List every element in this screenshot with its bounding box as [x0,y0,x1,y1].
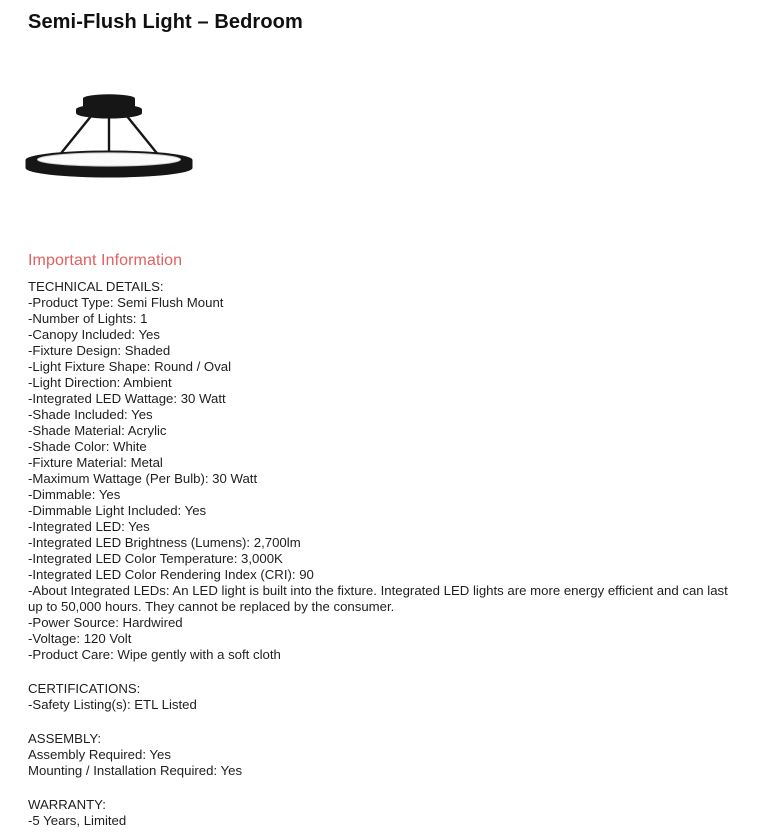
warranty-block [28,797,745,829]
important-information-content [28,279,745,829]
detail-line: -Dimmable Light Included: Yes [28,503,207,518]
certifications-block [28,681,745,713]
detail-line: Assembly Required: Yes [28,747,171,762]
detail-line: -Fixture Design: Shaded [28,343,171,358]
detail-line: -Number of Lights: 1 [28,311,148,326]
assembly-lines [28,747,745,779]
detail-line: -Product Type: Semi Flush Mount [28,295,224,310]
assembly-heading: ASSEMBLY: [28,731,102,746]
fixture-ring [26,151,193,178]
detail-line: -5 Years, Limited [28,813,127,828]
detail-line: -Canopy Included: Yes [28,327,160,342]
detail-line: -Integrated LED: Yes [28,519,150,534]
detail-line: -Shade Included: Yes [28,407,153,422]
detail-line: -Integrated LED Color Temperature: 3,000K [28,551,283,566]
page-title: Semi-Flush Light – Bedroom [28,11,303,33]
detail-line: -Integrated LED Brightness (Lumens): 2,700lm [28,535,301,550]
fixture-shade [38,153,181,166]
detail-line: -Product Care: Wipe gently with a soft cloth [28,647,281,662]
detail-line: -Integrated LED Color Rendering Index (CRI): 90 [28,567,314,582]
detail-line: -Safety Listing(s): ETL Listed [28,697,197,712]
detail-line: Mounting / Installation Required: Yes [28,763,243,778]
certifications-heading: CERTIFICATIONS: [28,681,141,696]
technical-details-heading: TECHNICAL DETAILS: [28,279,164,294]
product-image [25,94,195,179]
warranty-heading: WARRANTY: [28,797,106,812]
detail-line: -Fixture Material: Metal [28,455,163,470]
technical-details-block [28,279,745,663]
detail-line: -Shade Material: Acrylic [28,423,167,438]
detail-line: -Shade Color: White [28,439,147,454]
assembly-block [28,731,745,779]
certifications-lines [28,697,745,713]
detail-line: -Power Source: Hardwired [28,615,183,630]
detail-line: -Dimmable: Yes [28,487,121,502]
detail-line: -Maximum Wattage (Per Bulb): 30 Watt [28,471,258,486]
fixture-canopy [76,94,142,118]
technical-details-lines [28,295,745,663]
detail-line: -Light Direction: Ambient [28,375,172,390]
detail-line: -Voltage: 120 Volt [28,631,132,646]
important-information-heading: Important Information [28,252,183,269]
semi-flush-light-illustration [25,94,195,179]
detail-line: -Integrated LED Wattage: 30 Watt [28,391,226,406]
detail-line: -Light Fixture Shape: Round / Oval [28,359,232,374]
detail-line: -About Integrated LEDs: An LED light is built into the fixture. Integrated LED lights are more energy efficient and can last up to 50,000 hours. They cannot be replaced by the consumer. [28,583,728,614]
warranty-lines [28,813,745,829]
